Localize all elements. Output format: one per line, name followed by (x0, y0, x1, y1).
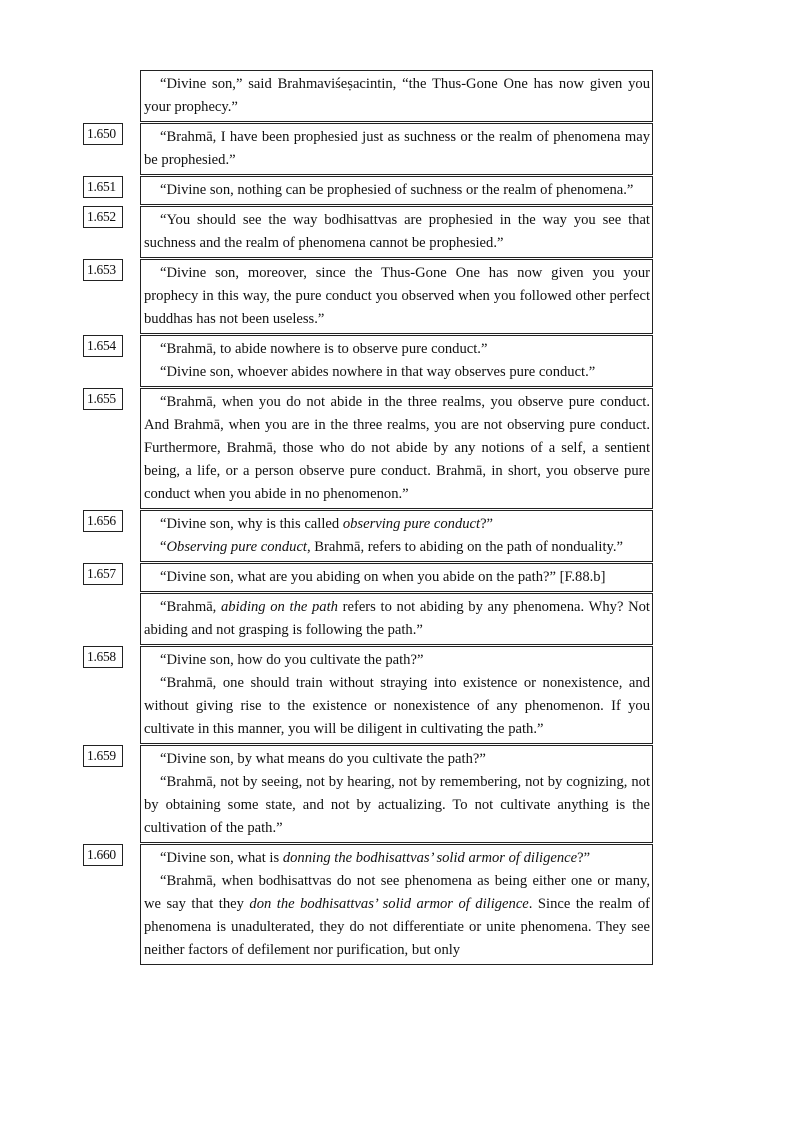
italic-term: Observing pure conduct (166, 539, 307, 555)
document-column (87, 70, 653, 966)
text-block (87, 510, 653, 562)
paragraph-number[interactable] (83, 123, 123, 145)
paragraph-number[interactable] (83, 388, 123, 410)
paragraph-number[interactable] (83, 335, 123, 357)
paragraph-number-label: 1.658 (87, 649, 116, 664)
text-run: “You should see the way bodhisattvas are prophesied in the way you see that suchness and the realm of phenomena cannot be prophesied.” (144, 212, 650, 251)
paragraph-number-label: 1.652 (87, 209, 116, 224)
italic-term: abiding on the path (221, 599, 338, 615)
text-run: ?” (480, 516, 494, 532)
paragraph-text (144, 771, 650, 840)
text-block (87, 844, 653, 965)
text-run: “Brahmā, when bodhisattvas do not see phenomena as being either one or many, we say that they (144, 873, 650, 912)
text-run: “Brahmā, (160, 599, 221, 615)
text-run: “Divine son, what is (160, 850, 283, 866)
text-run: “Brahmā, to abide nowhere is to observe pure conduct.” (160, 341, 488, 357)
paragraph-number-label: 1.653 (87, 262, 116, 277)
paragraph-text (144, 847, 650, 870)
paragraph-number[interactable] (83, 563, 123, 585)
text-run: “Divine son,” said Brahmaviśeṣacintin, “the Thus-Gone One has now given you your prophecy.” (144, 76, 650, 115)
text-run: “Brahmā, not by seeing, not by hearing, not by remembering, not by cognizing, not by obtaining some state, and not by actualizing. To not cultivate anything is the cultivation of the path.” (144, 774, 650, 836)
text-block (87, 745, 653, 843)
paragraph-number-label: 1.650 (87, 126, 116, 141)
paragraph-number[interactable] (83, 646, 123, 668)
paragraph-text (144, 536, 650, 559)
paragraph-text (144, 338, 650, 361)
paragraph-text (144, 748, 650, 771)
text-block (87, 563, 653, 592)
text-run: refers to not abiding by any phenomena. Why? Not abiding and not grasping is following the path.” (144, 599, 650, 638)
paragraph-number-label: 1.659 (87, 748, 116, 763)
paragraph-text (144, 596, 650, 642)
italic-term: observing pure conduct (342, 516, 481, 532)
text-block (140, 593, 653, 645)
paragraph-text (144, 672, 650, 741)
text-block (87, 176, 653, 205)
paragraph-text (144, 513, 650, 536)
paragraph-text (144, 73, 650, 119)
paragraph-number[interactable] (83, 745, 123, 767)
paragraph-number-label: 1.657 (87, 566, 116, 581)
text-run: , Brahmā, refers to abiding on the path of nonduality.” (307, 539, 623, 555)
italic-term: don the bodhisattvas’ solid armor of diligence (249, 896, 529, 912)
paragraph-text (144, 361, 650, 384)
text-block (87, 259, 653, 334)
paragraph-number-label: 1.656 (87, 513, 116, 528)
text-run: . Since the realm of phenomena is unadulterated, they do not differentiate or unite phenomena. They see neither factors of defilement nor purification, but only (144, 896, 650, 958)
paragraph-number-label: 1.651 (87, 179, 116, 194)
paragraph-text (144, 391, 650, 506)
text-run: “Divine son, what are you abiding on when you abide on the path?” [F.88.b] (160, 569, 606, 585)
paragraph-text (144, 179, 650, 202)
paragraph-text (144, 649, 650, 672)
text-run: “Brahmā, when you do not abide in the three realms, you observe pure conduct. And Brahmā, when you are in the three realms, you are not observing pure conduct. Furthermore, Brahmā, those who do not abide by any notions of a self, a sentient being, a life, or a person observe pure conduct. Brahmā, in short, you observe pure conduct when you abide in no phenomenon.” (144, 394, 650, 502)
paragraph-number-label: 1.654 (87, 338, 116, 353)
paragraph-text (144, 870, 650, 962)
text-block (87, 388, 653, 509)
text-run: “Divine son, nothing can be prophesied of suchness or the realm of phenomena.” (160, 182, 634, 198)
paragraph-number[interactable] (83, 510, 123, 532)
text-run: “Brahmā, I have been prophesied just as suchness or the realm of phenomena may be prophesied.” (144, 129, 650, 168)
paragraph-number[interactable] (83, 259, 123, 281)
text-run: “ (160, 539, 167, 555)
text-block (87, 206, 653, 258)
italic-term: donning the bodhisattvas’ solid armor of diligence (282, 850, 578, 866)
text-run: “Divine son, whoever abides nowhere in that way observes pure conduct.” (160, 364, 596, 380)
paragraph-number-label: 1.660 (87, 847, 116, 862)
text-run: “Divine son, by what means do you cultivate the path?” (160, 751, 486, 767)
text-block (87, 123, 653, 175)
text-run: ?” (577, 850, 591, 866)
paragraph-text (144, 209, 650, 255)
paragraph-number[interactable] (83, 844, 123, 866)
paragraph-number[interactable] (83, 206, 123, 228)
text-run: “Divine son, moreover, since the Thus-Gone One has now given you your prophecy in this way, the pure conduct you observed when you followed other perfect buddhas has not been useless.” (144, 265, 650, 327)
paragraph-text (144, 126, 650, 172)
paragraph-text (144, 566, 650, 589)
text-block (87, 646, 653, 744)
text-run: “Divine son, why is this called (160, 516, 343, 532)
paragraph-number-label: 1.655 (87, 391, 116, 406)
paragraph-text (144, 262, 650, 331)
text-run: “Divine son, how do you cultivate the path?” (160, 652, 424, 668)
paragraph-number[interactable] (83, 176, 123, 198)
text-block (87, 335, 653, 387)
text-block (140, 70, 653, 122)
text-run: “Brahmā, one should train without straying into existence or nonexistence, and without giving rise to the existence or nonexistence of any phenomenon. If you cultivate in this manner, you will be diligent in cultivating the path.” (144, 675, 650, 737)
